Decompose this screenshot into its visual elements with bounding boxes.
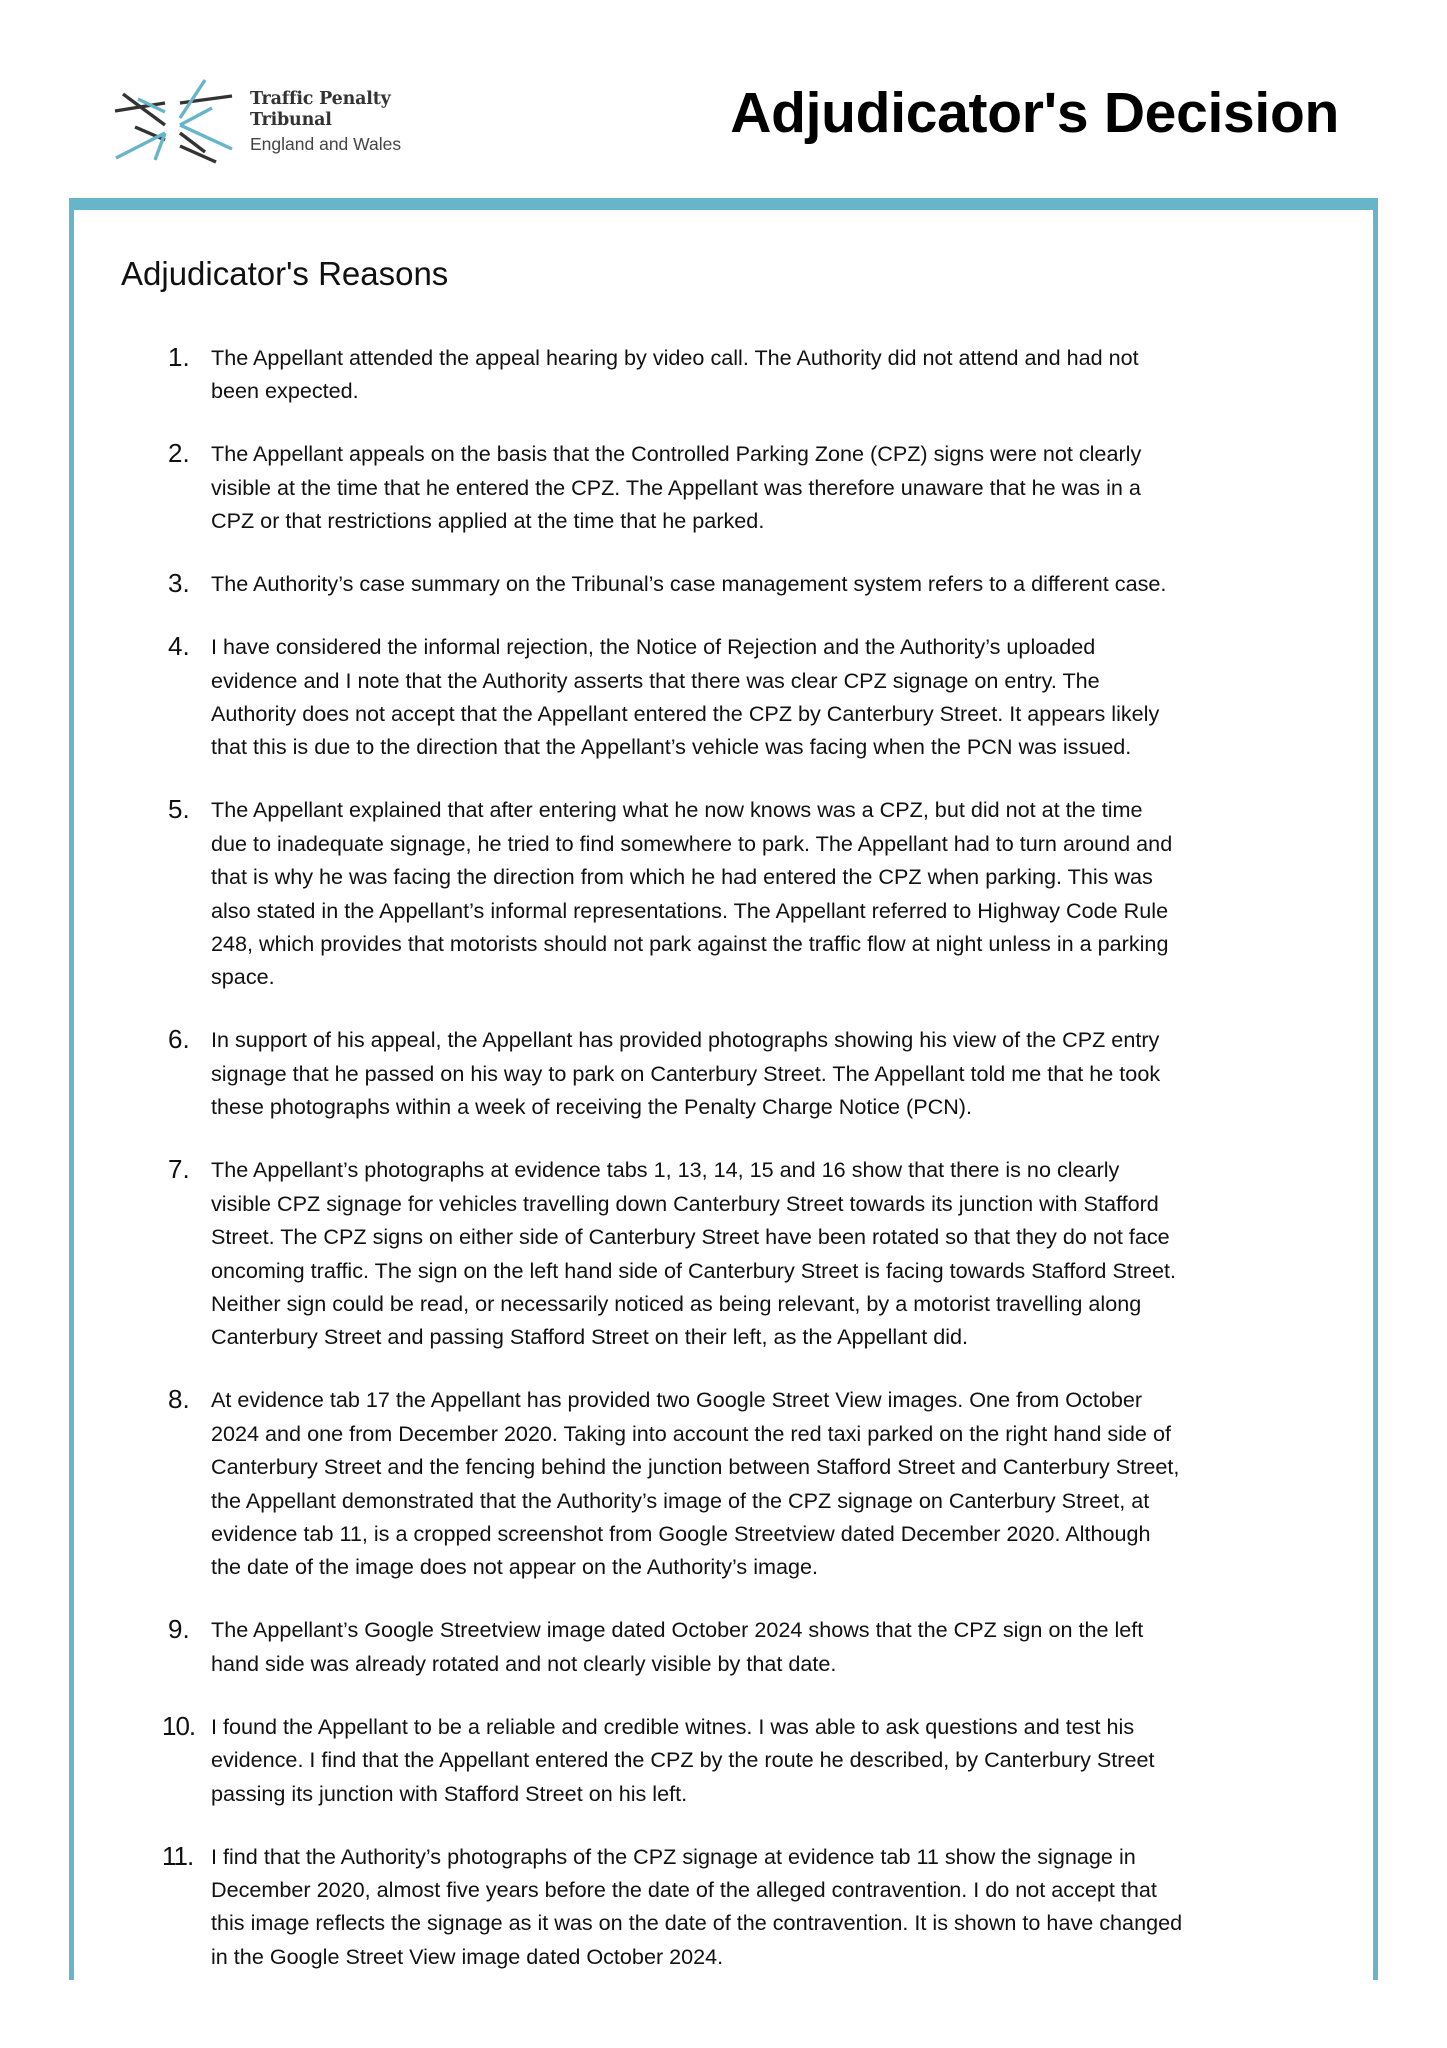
reason-item (0, 1023, 1447, 1123)
reason-number: 3. (168, 568, 190, 599)
logo-name-line2: Tribunal (250, 110, 332, 130)
reason-text-line: I found the Appellant to be a reliable and credible witnes. I was able to ask questions and test his (211, 1713, 1135, 1739)
reason-item (0, 1840, 1447, 1974)
reason-item (0, 1613, 1447, 1680)
reason-text-line: The Appellant’s Google Streetview image dated October 2024 shows that the CPZ sign on the left (211, 1617, 1144, 1643)
reason-text-line: hand side was already rotated and not clearly visible by that date. (211, 1650, 837, 1676)
reason-text-line: At evidence tab 17 the Appellant has provided two Google Street View images. One from October (211, 1387, 1143, 1413)
reason-text-line: 248, which provides that motorists should not park against the traffic flow at night unless in a parking (211, 931, 1169, 957)
reason-item (0, 341, 1447, 408)
reason-item (0, 1710, 1447, 1810)
logo-jurisdiction: England and Wales (250, 134, 402, 154)
reason-text (211, 1840, 1447, 1974)
reason-text-line: Authority does not accept that the Appellant entered the CPZ by Canterbury Street. It appears likely (211, 701, 1160, 727)
reason-text-line: these photographs within a week of receiving the Penalty Charge Notice (PCN). (211, 1094, 972, 1120)
reason-text-line: In support of his appeal, the Appellant has provided photographs showing his view of the CPZ entry (211, 1027, 1160, 1053)
reason-number: 4. (168, 631, 190, 662)
reason-text-line: in the Google Street View image dated October 2024. (211, 1943, 724, 1969)
reason-text-line: that this is due to the direction that the Appellant’s vehicle was facing when the PCN was issued. (211, 734, 1132, 760)
logo-name-line1: Traffic Penalty (250, 89, 391, 109)
reason-text-line: also stated in the Appellant’s informal representations. The Appellant referred to Highway Code Rule (211, 897, 1169, 923)
reason-text-line: December 2020, almost five years before the date of the alleged contravention. I do not accept that (211, 1876, 1157, 1902)
reason-text (211, 1383, 1447, 1583)
reason-text-line: The Appellant’s photographs at evidence tabs 1, 13, 14, 15 and 16 show that there is no clearly (211, 1157, 1120, 1183)
reason-text-line: The Appellant explained that after entering what he now knows was a CPZ, but did not at the time (211, 797, 1143, 823)
reason-text-line: CPZ or that restrictions applied at the time that he parked. (211, 508, 765, 534)
tribunal-logo (108, 74, 408, 174)
reason-text-line: evidence and I note that the Authority asserts that there was clear CPZ signage on entry. The (211, 667, 1100, 693)
reason-text-line: this image reflects the signage as it was on the date of the contravention. It is shown to have changed (211, 1910, 1183, 1936)
reason-number: 5. (168, 794, 190, 825)
reason-text-line: signage that he passed on his way to park on Canterbury Street. The Appellant told me that he took (211, 1060, 1161, 1086)
reason-text-line: The Appellant attended the appeal hearing by video call. The Authority did not attend and had not (211, 345, 1139, 370)
reason-text-line: space. (211, 964, 275, 990)
reason-item (0, 1383, 1447, 1583)
reason-text-line: visible CPZ signage for vehicles travelling down Canterbury Street towards its junction with Stafford (211, 1190, 1159, 1216)
section-heading: Adjudicator's Reasons (121, 255, 449, 292)
reason-item (0, 1153, 1447, 1353)
reason-text-line: Canterbury Street and the fencing behind the junction between Stafford Street and Canterbury Street, (211, 1454, 1180, 1480)
reason-text (211, 793, 1447, 993)
reason-text-line: visible at the time that he entered the CPZ. The Appellant was therefore unaware that he was in a (211, 474, 1141, 500)
reason-text-line: I find that the Authority’s photographs of the CPZ signage at evidence tab 11 show the signage in (211, 1843, 1136, 1869)
document-title: Adjudicator's Decision (730, 81, 1339, 145)
reason-text (211, 1613, 1447, 1680)
reason-number: 11. (162, 1840, 194, 1871)
reason-text-line: due to inadequate signage, he tried to find somewhere to park. The Appellant had to turn around and (211, 830, 1173, 856)
reason-text (211, 630, 1447, 764)
crossed-lines-logo-icon (108, 74, 238, 174)
reason-text-line: been expected. (211, 378, 359, 404)
reason-text (211, 341, 1447, 408)
reason-item (0, 437, 1447, 537)
reason-text (211, 1023, 1447, 1123)
reason-text (211, 567, 1447, 600)
reason-text-line: evidence tab 11, is a cropped screenshot from Google Streetview dated December 2020. Although (211, 1520, 1151, 1546)
reasons-list (0, 341, 1447, 2003)
reason-number: 8. (168, 1384, 190, 1415)
reason-text (211, 1153, 1447, 1353)
reason-number: 10. (162, 1710, 196, 1741)
reason-text-line: Neither sign could be read, or necessarily noticed as being relevant, by a motorist travelling along (211, 1290, 1142, 1316)
reason-text-line: 2024 and one from December 2020. Taking into account the red taxi parked on the right hand side of (211, 1420, 1171, 1446)
reason-number: 6. (168, 1024, 190, 1055)
reason-text-line: the Appellant demonstrated that the Authority’s image of the CPZ signage on Canterbury Street, at (211, 1487, 1150, 1513)
reason-number: 9. (168, 1614, 190, 1645)
reason-text-line: Canterbury Street and passing Stafford Street on their left, as the Appellant did. (211, 1324, 969, 1350)
reason-text-line: Street. The CPZ signs on either side of Canterbury Street have been rotated so that they do not face (211, 1224, 1170, 1250)
reason-text-line: oncoming traffic. The sign on the left hand side of Canterbury Street is facing towards Stafford Street. (211, 1257, 1177, 1283)
reason-text-line: that is why he was facing the direction from which he had entered the CPZ when parking. This was (211, 864, 1153, 890)
reason-text-line: The Appellant appeals on the basis that the Controlled Parking Zone (CPZ) signs were not clearly (211, 441, 1142, 467)
reason-number: 2. (168, 438, 190, 469)
reason-item (0, 567, 1447, 600)
reason-text (211, 437, 1447, 537)
reason-text-line: evidence. I find that the Appellant entered the CPZ by the route he described, by Canterbury Street (211, 1747, 1155, 1773)
reason-number: 1. (168, 342, 190, 372)
reason-text-line: The Authority’s case summary on the Tribunal’s case management system refers to a different case. (211, 571, 1167, 597)
reason-text-line: the date of the image does not appear on the Authority’s image. (211, 1554, 819, 1580)
reason-text-line: passing its junction with Stafford Street on his left. (211, 1780, 688, 1806)
logo-stroke (180, 96, 232, 103)
reason-text (211, 1710, 1447, 1810)
reason-item (0, 630, 1447, 764)
reason-number: 7. (168, 1154, 190, 1185)
reason-text-line: I have considered the informal rejection, the Notice of Rejection and the Authority’s uploaded (211, 634, 1096, 660)
reason-item (0, 793, 1447, 993)
